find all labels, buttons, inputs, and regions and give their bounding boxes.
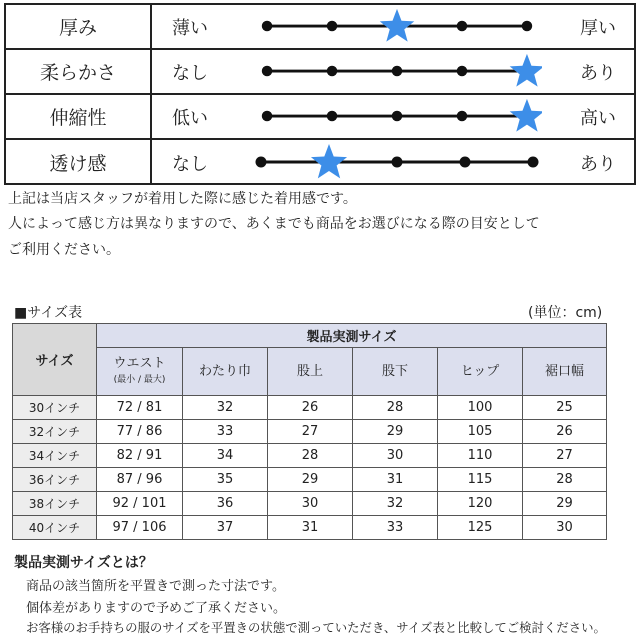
size-column-header bbox=[97, 348, 183, 396]
table-cell: 110 bbox=[438, 444, 523, 468]
size-row-header: 40インチ bbox=[13, 516, 97, 540]
table-cell: 32 bbox=[183, 396, 268, 420]
table-cell: 28 bbox=[268, 444, 353, 468]
feel-label: 柔らかさ bbox=[6, 50, 152, 93]
scale-dot bbox=[256, 157, 267, 168]
table-cell: 28 bbox=[523, 468, 607, 492]
feel-low-label: 薄い bbox=[172, 17, 208, 39]
size-row-header: 32インチ bbox=[13, 420, 97, 444]
footer-line: 商品の該当箇所を平置きで測った寸法です。 bbox=[26, 579, 285, 594]
feel-low-label: なし bbox=[172, 62, 208, 84]
size-row-header: 34インチ bbox=[13, 444, 97, 468]
feel-high-label: 厚い bbox=[580, 17, 616, 39]
feel-scale bbox=[252, 95, 542, 138]
table-cell: 33 bbox=[353, 516, 438, 540]
feel-row-thickness bbox=[6, 5, 634, 50]
table-cell: 92 / 101 bbox=[97, 492, 183, 516]
table-cell: 30 bbox=[523, 516, 607, 540]
table-row bbox=[13, 420, 607, 444]
size-column-header: わたり巾 bbox=[183, 348, 268, 396]
feel-row-softness bbox=[6, 50, 634, 95]
table-cell: 26 bbox=[523, 420, 607, 444]
feel-row-stretch bbox=[6, 95, 634, 140]
table-cell: 28 bbox=[353, 396, 438, 420]
table-cell: 37 bbox=[183, 516, 268, 540]
table-cell: 72 / 81 bbox=[97, 396, 183, 420]
table-cell: 25 bbox=[523, 396, 607, 420]
table-cell: 34 bbox=[183, 444, 268, 468]
table-cell: 31 bbox=[268, 516, 353, 540]
table-cell: 77 / 86 bbox=[97, 420, 183, 444]
table-cell: 29 bbox=[268, 468, 353, 492]
feel-high-label: 高い bbox=[580, 107, 616, 129]
table-cell: 82 / 91 bbox=[97, 444, 183, 468]
table-cell: 115 bbox=[438, 468, 523, 492]
feel-low-label: なし bbox=[172, 153, 208, 175]
scale-dot bbox=[457, 66, 468, 77]
size-column-header: 股上 bbox=[268, 348, 353, 396]
table-cell: 120 bbox=[438, 492, 523, 516]
scale-dot bbox=[327, 111, 338, 122]
table-cell: 35 bbox=[183, 468, 268, 492]
table-cell: 97 / 106 bbox=[97, 516, 183, 540]
column-sub-label: (最小 / 最大) bbox=[113, 374, 166, 385]
table-cell: 32 bbox=[353, 492, 438, 516]
scale-dot bbox=[262, 66, 273, 77]
feel-low-label: 低い bbox=[172, 107, 208, 129]
size-table-title: ■サイズ表 bbox=[14, 305, 83, 321]
feel-scale bbox=[252, 50, 542, 93]
size-row-header: 36インチ bbox=[13, 468, 97, 492]
table-cell: 125 bbox=[438, 516, 523, 540]
table-row bbox=[13, 396, 607, 420]
feel-label: 伸縮性 bbox=[6, 95, 152, 138]
table-cell: 87 / 96 bbox=[97, 468, 183, 492]
star-icon bbox=[380, 9, 415, 42]
table-cell: 29 bbox=[523, 492, 607, 516]
size-corner-header: サイズ bbox=[13, 324, 97, 396]
table-cell: 29 bbox=[353, 420, 438, 444]
table-cell: 36 bbox=[183, 492, 268, 516]
size-table-unit: (単位：cm) bbox=[528, 305, 603, 321]
table-cell: 33 bbox=[183, 420, 268, 444]
table-cell: 100 bbox=[438, 396, 523, 420]
column-label: ウエスト bbox=[113, 355, 166, 371]
feel-row-sheerness bbox=[6, 140, 634, 185]
feel-high-label: あり bbox=[580, 62, 616, 84]
footer-heading: 製品実測サイズとは？ bbox=[14, 555, 153, 571]
scale-dot bbox=[522, 21, 533, 32]
table-row bbox=[13, 492, 607, 516]
feel-label: 厚み bbox=[6, 5, 152, 48]
table-row bbox=[13, 444, 607, 468]
feel-high-label: あり bbox=[580, 153, 616, 175]
size-group-header: 製品実測サイズ bbox=[97, 324, 607, 348]
feel-scale bbox=[252, 5, 542, 48]
scale-dot bbox=[392, 66, 403, 77]
size-column-header: 裾口幅 bbox=[523, 348, 607, 396]
scale-dot bbox=[457, 111, 468, 122]
note-line: 人によって感じ方は異なりますので、あくまでも商品をお選びになる際の目安として bbox=[8, 216, 540, 232]
scale-dot bbox=[327, 66, 338, 77]
scale-dot bbox=[457, 21, 468, 32]
table-cell: 27 bbox=[523, 444, 607, 468]
footer-line: 個体差がありますので予めご了承ください。 bbox=[26, 601, 287, 616]
table-cell: 27 bbox=[268, 420, 353, 444]
scale-dot bbox=[327, 21, 338, 32]
scale-dot bbox=[262, 21, 273, 32]
scale-dot bbox=[528, 157, 539, 168]
feel-scale bbox=[252, 140, 542, 185]
table-cell: 30 bbox=[353, 444, 438, 468]
star-icon bbox=[311, 144, 347, 178]
table-cell: 31 bbox=[353, 468, 438, 492]
note-line: 上記は当店スタッフが着用した際に感じた着用感です。 bbox=[8, 191, 357, 207]
scale-dot bbox=[262, 111, 273, 122]
size-column-header: ヒップ bbox=[438, 348, 523, 396]
scale-dot bbox=[392, 157, 403, 168]
table-cell: 30 bbox=[268, 492, 353, 516]
table-cell: 26 bbox=[268, 396, 353, 420]
scale-dot bbox=[392, 111, 403, 122]
feel-label: 透け感 bbox=[6, 140, 152, 185]
size-row-header: 38インチ bbox=[13, 492, 97, 516]
scale-dot bbox=[460, 157, 471, 168]
table-row bbox=[13, 468, 607, 492]
footer-line: お客様のお手持ちの服のサイズを平置きの状態で測っていただき、サイズ表と比較してご検討ください。 bbox=[26, 620, 606, 635]
note-line: ご利用ください。 bbox=[8, 242, 120, 258]
table-row bbox=[13, 516, 607, 540]
table-cell: 105 bbox=[438, 420, 523, 444]
feel-table bbox=[4, 3, 636, 185]
size-column-header: 股下 bbox=[353, 348, 438, 396]
size-row-header: 30インチ bbox=[13, 396, 97, 420]
size-table bbox=[12, 323, 607, 540]
